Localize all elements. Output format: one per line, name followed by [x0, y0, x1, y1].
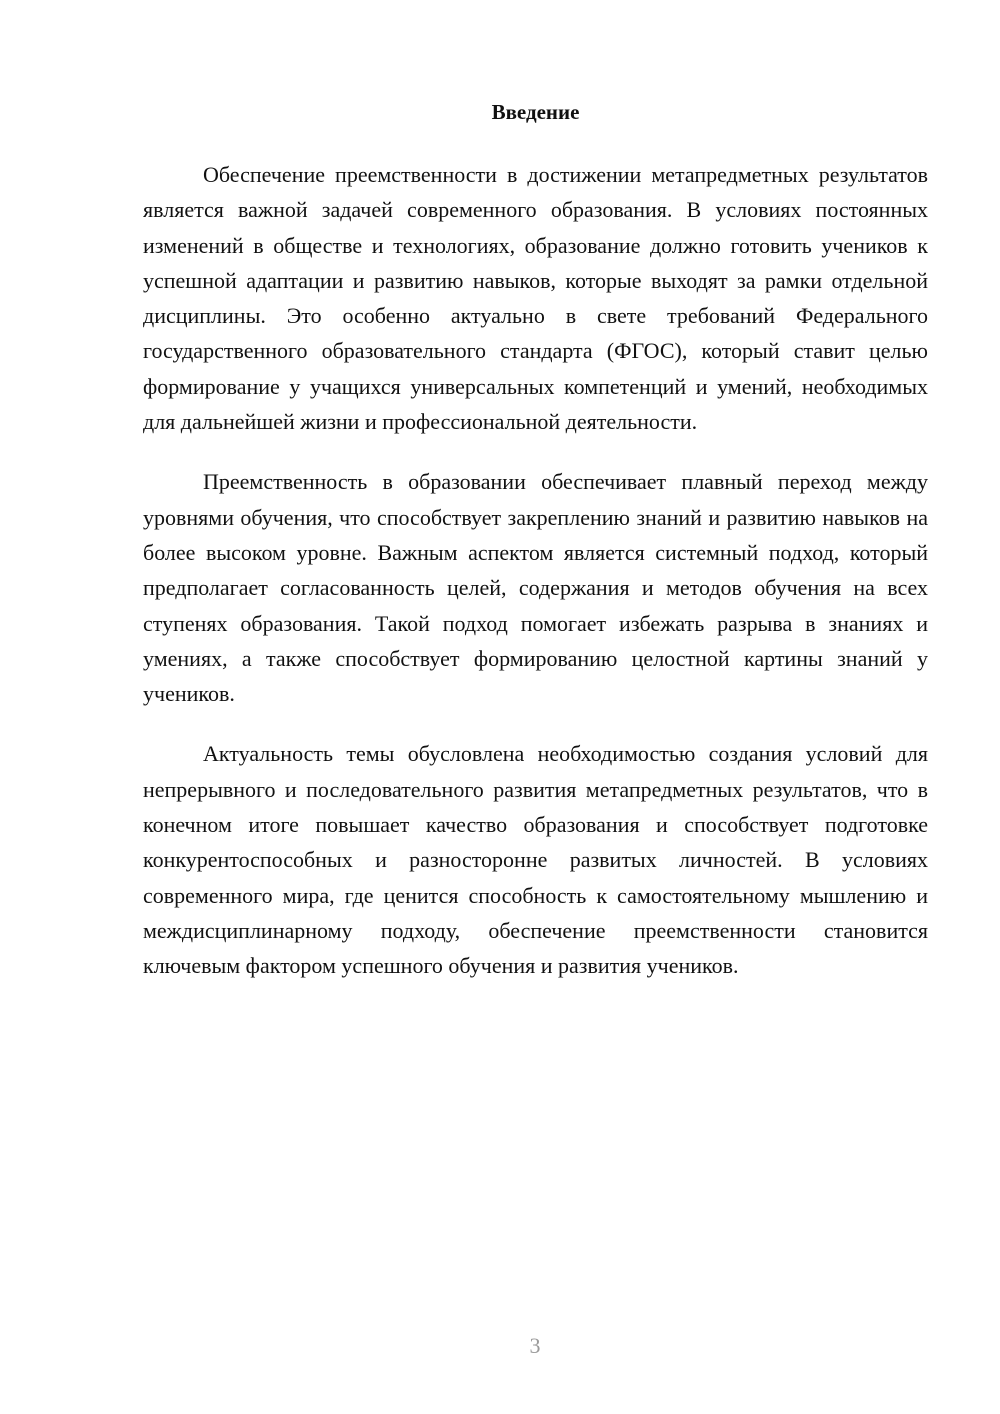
page-number: 3	[529, 1333, 541, 1358]
paragraph-1: Обеспечение преемственности в достижении метапредметных результатов является важной задачей современного образования. В условиях постоянных изменений в обществе и технологиях, образование должно готовить учеников к успешной адаптации и развитию навыков, которые выходят за рамки отдельной дисциплины. Это особенно актуально в свете требований Федерального государственного образовательного стандарта (ФГОС), который ставит целью формирование у учащихся универсальных компетенций и умений, необходимых для дальнейшей жизни и профессиональной деятельности.	[143, 162, 928, 435]
page-content	[143, 96, 928, 984]
section-title: Введение	[491, 100, 580, 124]
paragraph-3: Актуальность темы обусловлена необходимостью создания условий для непрерывного и последовательного развития метапредметных результатов, что в конечном итоге повышает качество образования и способствует подготовке конкурентоспособных и разносторонне развитых личностей. В условиях современного мира, где ценится способность к самостоятельному мышлению и междисциплинарному подходу, обеспечение преемственности становится ключевым фактором успешного обучения и развития учеников.	[143, 741, 928, 979]
paragraph-2: Преемственность в образовании обеспечивает плавный переход между уровнями обучения, что способствует закреплению знаний и развитию навыков на более высоком уровне. Важным аспектом является системный подход, который предполагает согласованность целей, содержания и методов обучения на всех ступенях образования. Такой подход помогает избежать разрыва в знаниях и умениях, а также способствует формированию целостной картины знаний у учеников.	[143, 469, 928, 707]
